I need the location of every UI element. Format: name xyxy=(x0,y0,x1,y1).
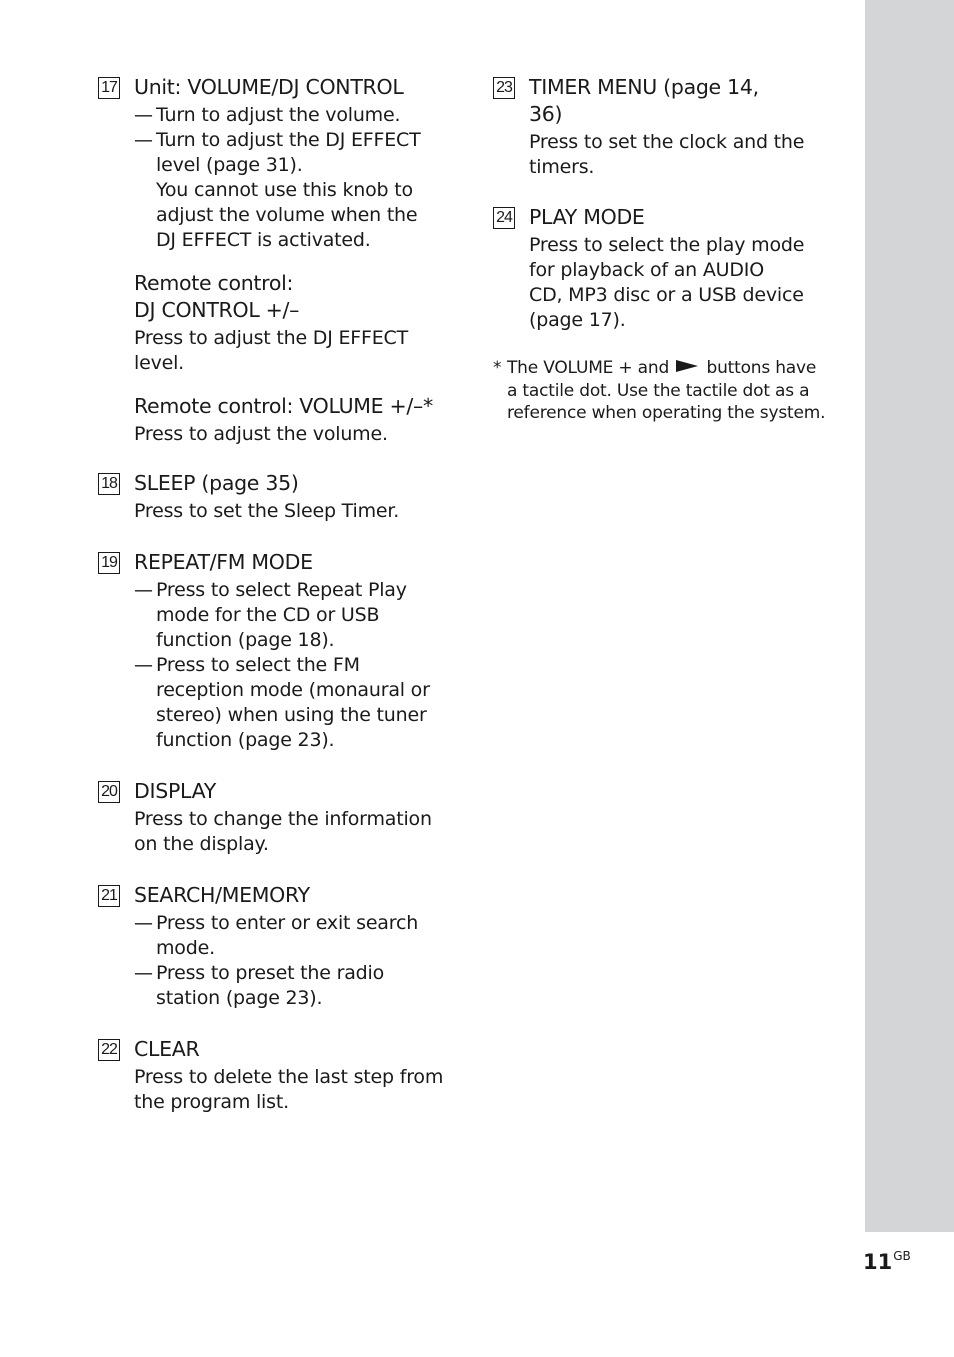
body-text: Press to set the Sleep Timer. xyxy=(134,500,400,522)
body-text xyxy=(134,807,453,857)
footnote-line: reference when operating the system. xyxy=(507,403,826,423)
subheading-line: Remote control: xyxy=(134,271,294,295)
page-suffix: GB xyxy=(893,1249,911,1263)
title-line: 36) xyxy=(529,102,563,126)
item-title: CLEAR xyxy=(134,1037,200,1061)
text-line: (page 17). xyxy=(529,309,626,331)
continuation-line: level (page 31). xyxy=(156,154,303,176)
left-column xyxy=(98,74,453,1115)
play-triangle-icon xyxy=(676,360,698,372)
footnote-marker: * xyxy=(493,358,502,378)
continuation-line: stereo) when using the tuner xyxy=(156,704,427,726)
page-number-value: 11 xyxy=(863,1250,893,1274)
item-title: PLAY MODE xyxy=(529,205,645,229)
item-number: 23 xyxy=(493,77,515,99)
text-line: level. xyxy=(134,352,185,374)
footnote xyxy=(493,357,833,425)
dash-line: — Turn to adjust the volume. xyxy=(134,103,453,128)
item-title xyxy=(529,74,833,128)
subheading xyxy=(134,270,453,324)
body-text xyxy=(134,1065,453,1115)
text-line: on the display. xyxy=(134,833,269,855)
text-line: Press to adjust the DJ EFFECT xyxy=(134,327,409,349)
item-number: 19 xyxy=(98,552,120,574)
item-title: REPEAT/FM MODE xyxy=(134,550,313,574)
body-text: Press to adjust the volume. xyxy=(134,423,388,445)
item-23 xyxy=(493,74,833,180)
body-text xyxy=(529,233,833,333)
dash-line: — Press to enter or exit search xyxy=(134,911,453,936)
text-line: Press to change the information xyxy=(134,808,432,830)
footnote-line xyxy=(507,357,833,380)
subheading: Remote control: VOLUME +/–* xyxy=(134,394,433,418)
page-number xyxy=(863,1249,911,1274)
text-line: Press to set the clock and the xyxy=(529,131,805,153)
footnote-line: a tactile dot. Use the tactile dot as a xyxy=(507,380,810,401)
dash-line: — Press to preset the radio xyxy=(134,961,453,986)
text-line: CD, MP3 disc or a USB device xyxy=(529,284,804,306)
continuation-line: mode for the CD or USB xyxy=(156,604,380,626)
item-number: 24 xyxy=(493,207,515,229)
footnote-text: buttons have xyxy=(706,358,817,378)
item-20 xyxy=(98,778,453,857)
text-line: Press to delete the last step from xyxy=(134,1066,444,1088)
continuation-line: mode. xyxy=(156,937,215,959)
item-title: Unit: VOLUME/DJ CONTROL xyxy=(134,75,404,99)
continuation-line: adjust the volume when the xyxy=(156,204,418,226)
text-line: the program list. xyxy=(134,1091,289,1113)
body-text xyxy=(529,130,833,180)
item-title: SEARCH/MEMORY xyxy=(134,883,310,907)
item-19 xyxy=(98,549,453,753)
footnote-text: The VOLUME + and xyxy=(507,358,670,378)
text-line: timers. xyxy=(529,156,595,178)
continuation-line: function (page 23). xyxy=(156,729,335,751)
item-18 xyxy=(98,470,453,524)
continuation-line: DJ EFFECT is activated. xyxy=(156,229,371,251)
item-number: 21 xyxy=(98,885,120,907)
title-line: TIMER MENU (page 14, xyxy=(529,75,759,99)
dash-line: — Press to select Repeat Play xyxy=(134,578,453,603)
right-column xyxy=(493,74,833,425)
text-line: for playback of an AUDIO xyxy=(529,259,764,281)
text-line: Press to select the play mode xyxy=(529,234,805,256)
continuation-line: reception mode (monaural or xyxy=(156,679,430,701)
continuation-line: You cannot use this knob to xyxy=(156,179,413,201)
item-number: 17 xyxy=(98,77,120,99)
item-title: DISPLAY xyxy=(134,779,216,803)
item-number: 22 xyxy=(98,1039,120,1061)
item-number: 18 xyxy=(98,473,120,495)
body-text xyxy=(134,326,453,376)
continuation-line: station (page 23). xyxy=(156,987,323,1009)
item-title: SLEEP (page 35) xyxy=(134,471,299,495)
item-21 xyxy=(98,882,453,1011)
item-17 xyxy=(98,74,453,447)
dash-line: — Turn to adjust the DJ EFFECT xyxy=(134,128,453,153)
continuation-line: function (page 18). xyxy=(156,629,335,651)
side-band xyxy=(865,0,954,1232)
item-number: 20 xyxy=(98,781,120,803)
item-24 xyxy=(493,204,833,333)
item-22 xyxy=(98,1036,453,1115)
subheading-line: DJ CONTROL +/– xyxy=(134,298,300,322)
dash-line: — Press to select the FM xyxy=(134,653,453,678)
